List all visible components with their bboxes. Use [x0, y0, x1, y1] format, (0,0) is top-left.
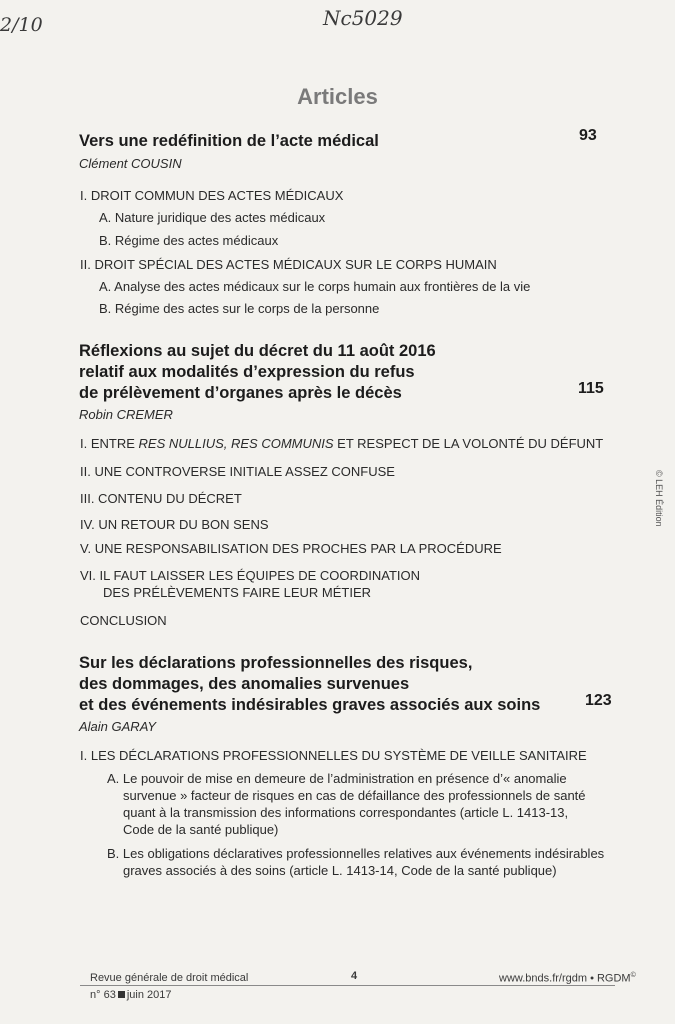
handwritten-note-left: 2/10	[0, 14, 43, 36]
handwritten-note-center: Nc5029	[323, 6, 403, 30]
article-1-subsection-iia: A. Analyse des actes médicaux sur le corps humain aux frontières de la vie	[99, 279, 531, 294]
article-3-subsection-ib: B. Les obligations déclaratives professionnelles relatives aux événements indésirables graves associés à des soins (article L. 1413-14, Code de la santé publique)	[107, 846, 605, 878]
footer-site: www.bnds.fr/rgdm • RGDM©	[499, 972, 636, 985]
article-2-page: 115	[578, 380, 604, 397]
article-3-page: 123	[585, 692, 612, 709]
article-1-author: Clément COUSIN	[79, 156, 182, 171]
article-2-conclusion: CONCLUSION	[80, 613, 167, 628]
article-1-subsection-ia: A. Nature juridique des actes médicaux	[99, 210, 326, 225]
article-3-subsection-ia: A. Le pouvoir de mise en demeure de l’administration en présence d’« anomalie survenue » facteur de risques en cas de défaillance des professionnels de santé quant à la transmission des informations correspondantes (article L. 1413-13, Code de la santé publique)	[107, 771, 586, 837]
article-3-author: Alain GARAY	[79, 719, 157, 734]
article-2-author: Robin CREMER	[79, 407, 173, 422]
footer-issue: n° 63 juin 2017	[90, 989, 172, 1001]
article-2-section-ii: II. UNE CONTROVERSE INITIALE ASSEZ CONFUSE	[80, 464, 395, 479]
copyright-side-text: © LEH Édition	[654, 470, 664, 527]
article-2-section-iii: III. CONTENU DU DÉCRET	[80, 491, 242, 506]
article-2-title: Réflexions au sujet du décret du 11 août 2016 relatif aux modalités d’expression du refus de prélèvement d’organes après le décès	[79, 342, 436, 402]
square-bullet-icon	[118, 991, 125, 998]
article-2-section-v: V. UNE RESPONSABILISATION DES PROCHES PAR LA PROCÉDURE	[80, 541, 502, 556]
article-2-section-iv: IV. UN RETOUR DU BON SENS	[80, 517, 269, 532]
footer-divider	[80, 985, 615, 986]
article-1-title: Vers une redéfinition de l’acte médical	[79, 132, 379, 150]
article-3-section-i: I. LES DÉCLARATIONS PROFESSIONNELLES DU SYSTÈME DE VEILLE SANITAIRE	[80, 748, 587, 763]
article-2-section-vi: VI. IL FAUT LAISSER LES ÉQUIPES DE COORDINATION DES PRÉLÈVEMENTS FAIRE LEUR MÉTIER	[80, 568, 421, 600]
article-2-section-i: I. ENTRE RES NULLIUS, RES COMMUNIS ET RESPECT DE LA VOLONTÉ DU DÉFUNT	[80, 436, 604, 451]
article-1-section-ii: II. DROIT SPÉCIAL DES ACTES MÉDICAUX SUR LE CORPS HUMAIN	[80, 257, 497, 272]
article-3-title: Sur les déclarations professionnelles des risques, des dommages, des anomalies survenues et des événements indésirables graves associés aux soins	[79, 654, 541, 714]
article-1-section-i: I. DROIT COMMUN DES ACTES MÉDICAUX	[80, 188, 344, 203]
footer-page-number: 4	[351, 970, 358, 982]
page-heading: Articles	[297, 84, 378, 109]
article-1-page: 93	[579, 127, 597, 144]
footer-journal: Revue générale de droit médical	[90, 972, 249, 984]
article-1-subsection-ib: B. Régime des actes médicaux	[99, 233, 279, 248]
article-1-subsection-iib: B. Régime des actes sur le corps de la personne	[99, 301, 380, 316]
